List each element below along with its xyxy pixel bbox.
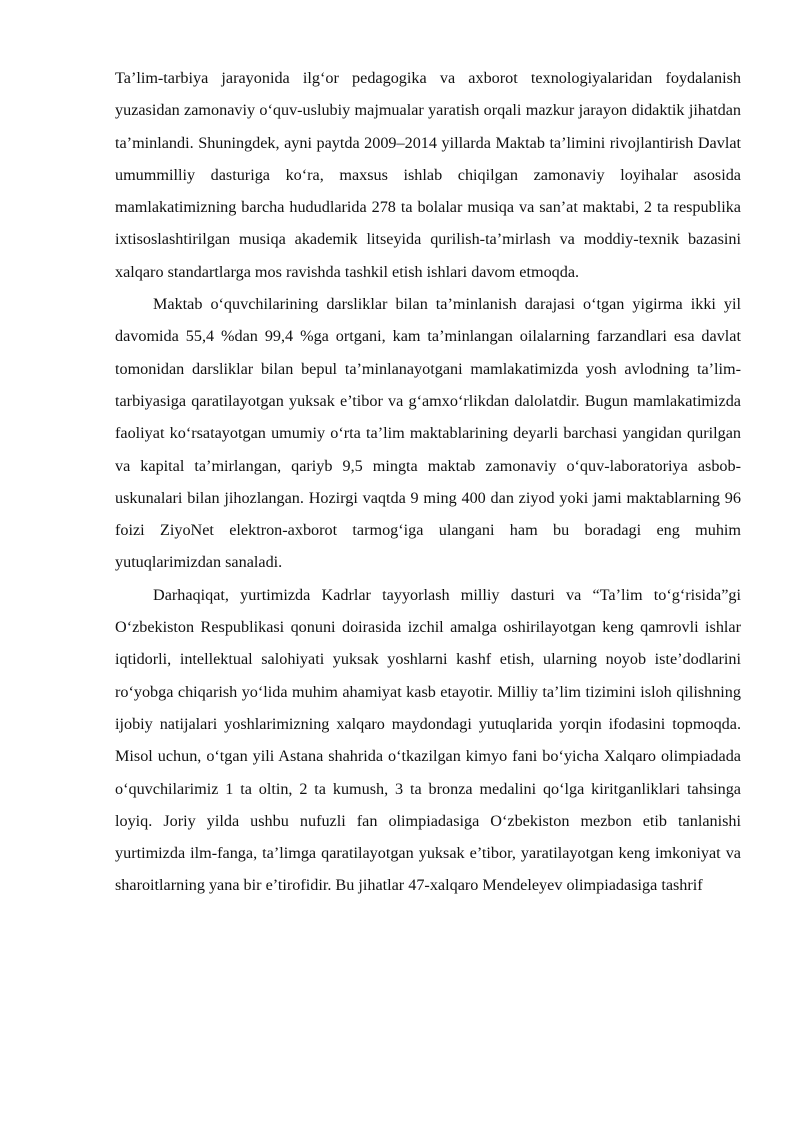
document-page [115,62,741,902]
paragraph-3: Darhaqiqat, yurtimizda Kadrlar tayyorlash milliy dasturi va “Ta’lim to‘g‘risida”gi O‘zbekiston Respublikasi qonuni doirasida izchil amalga oshirilayotgan keng qamrovli ishlar iqtidorli, intellektual salohiyati yuksak yoshlarni kashf etish, ularning noyob iste’dodlarini ro‘yobga chiqarish yo‘lida muhim ahamiyat kasb etayotir. Milliy ta’lim tizimini isloh qilishning ijobiy natijalari yoshlarimizning xalqaro maydondagi yutuqlarida yorqin ifodasini topmoqda. Misol uchun, o‘tgan yili Astana shahrida o‘tkazilgan kimyo fani bo‘yicha Xalqaro olimpiadada o‘quvchilarimiz 1 ta oltin, 2 ta kumush, 3 ta bronza medalini qo‘lga kiritganliklari tahsinga loyiq. Joriy yilda ushbu nufuzli fan olimpiadasiga O‘zbekiston mezbon etib tanlanishi yurtimizda ilm-fanga, ta’limga qaratilayotgan yuksak e’tibor, yaratilayotgan keng imkoniyat va sharoitlarning yana bir e’tirofidir. Bu jihatlar 47-xalqaro Mendeleyev olimpiadasiga tashrif [115,585,741,895]
paragraph-1: Ta’lim-tarbiya jarayonida ilg‘or pedagogika va axborot texnologiyalaridan foydalanish yuzasidan zamonaviy o‘quv-uslubiy majmualar yaratish orqali mazkur jarayon didaktik jihatdan ta’minlandi. Shuningdek, ayni paytda 2009–2014 yillarda Maktab ta’limini rivojlantirish Davlat umummilliy dasturiga ko‘ra, maxsus ishlab chiqilgan zamonaviy loyihalar asosida mamlakatimizning barcha hududlarida 278 ta bolalar musiqa va san’at maktabi, 2 ta respublika ixtisoslashtirilgan musiqa akademik litseyida qurilish-ta’mirlash va moddiy-texnik bazasini xalqaro standartlarga mos ravishda tashkil etish ishlari davom etmoqda. [115,69,741,281]
paragraph-2: Maktab o‘quvchilarining darsliklar bilan ta’minlanish darajasi o‘tgan yigirma ikki yil davomida 55,4 %dan 99,4 %ga ortgani, kam ta’minlangan oilalarning farzandlari esa davlat tomonidan darsliklar bilan bepul ta’minlanayotgani mamlakatimizda yosh avlodning ta’lim-tarbiyasiga qaratilayotgan yuksak e’tibor va g‘amxo‘rlikdan dalolatdir. Bugun mamlakatimizda faoliyat ko‘rsatayotgan umumiy o‘rta ta’lim maktablarining deyarli barchasi yangidan qurilgan va kapital ta’mirlangan, qariyb 9,5 mingta maktab zamonaviy o‘quv-laboratoriya asbob-uskunalari bilan jihozlangan. Hozirgi vaqtda 9 ming 400 dan ziyod yoki jami maktablarning 96 foizi ZiyoNet elektron-axborot tarmog‘iga ulangani ham bu boradagi eng muhim yutuqlarimizdan sanaladi. [115,295,741,572]
